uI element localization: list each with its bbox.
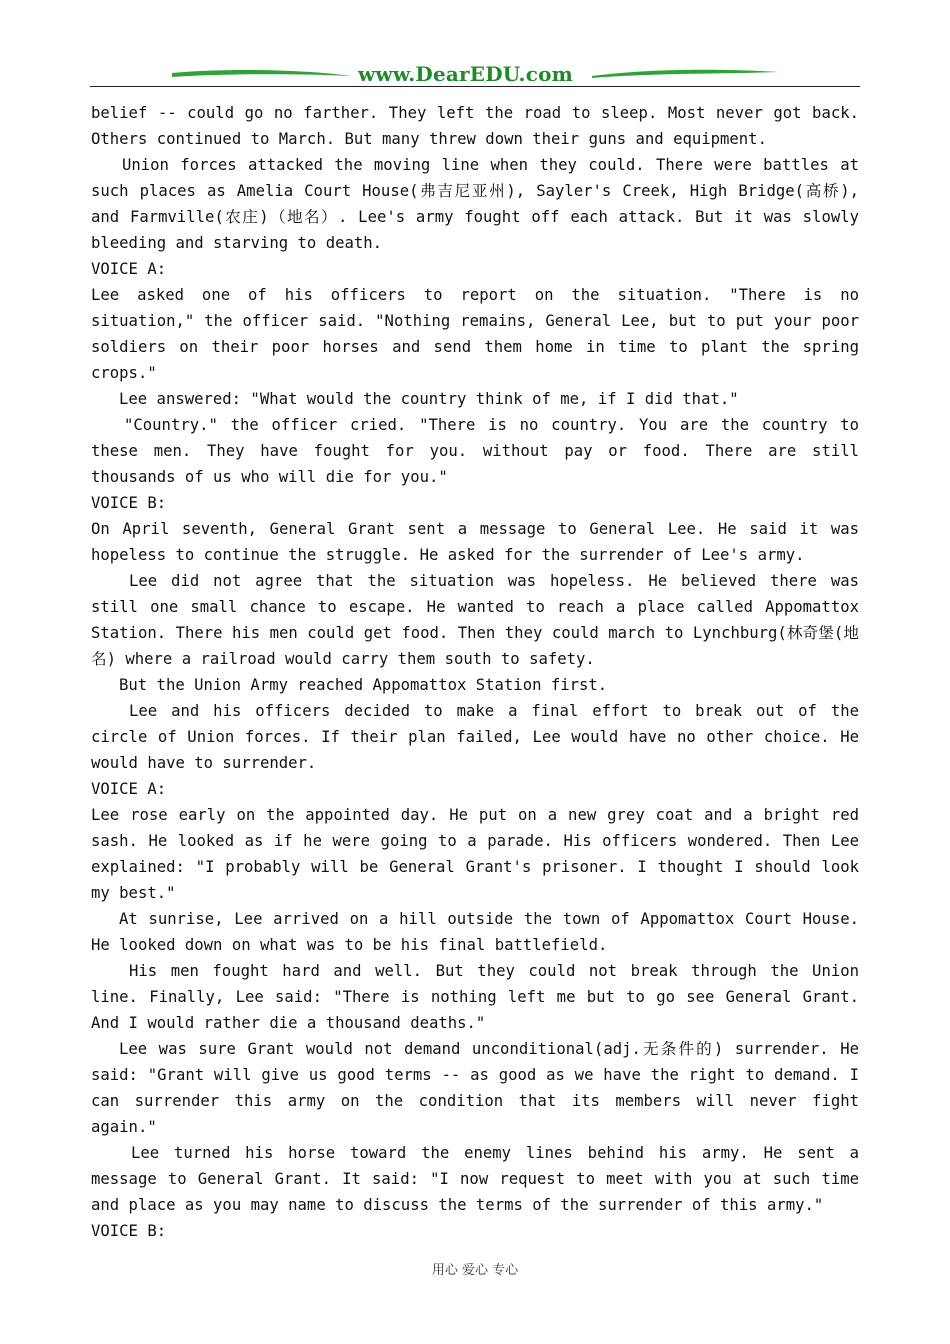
paragraph: On April seventh, General Grant sent a message to General Lee. He said it was hopeless to continue the struggle. He asked for the surrender of Lee's army. [91, 520, 859, 564]
page-header [90, 58, 860, 92]
left-swoosh-decoration [172, 68, 352, 78]
document-body [91, 100, 859, 1244]
paragraph: Lee asked one of his officers to report on the situation. "There is no situation," the officer said. "Nothing remains, General Lee, but to put your poor soldiers on their poor horses and send them home in time to plant the spring crops." [91, 286, 859, 382]
speaker-label: VOICE A: [91, 260, 167, 278]
paragraph: "Country." the officer cried. "There is no country. You are the country to these men. They have fought for you. without pay or food. There are still thousands of us who will die for you." [91, 416, 859, 486]
site-logo: www.DearEDU.com [358, 62, 574, 86]
paragraph: Union forces attacked the moving line when they could. There were battles at such places as Amelia Court House(弗吉尼亚州), Sayler's Creek, High Bridge(高桥), and Farmville(农庄)（地名）. Lee's army fought off each attack. But it was slowly bleeding and starving to death. [91, 156, 859, 252]
page-footer: 用心 爱心 专心 [431, 1263, 519, 1278]
speaker-label: VOICE A: [91, 780, 167, 798]
paragraph: Lee and his officers decided to make a final effort to break out of the circle of Union forces. If their plan failed, Lee would have no other choice. He would have to surrender. [91, 702, 859, 772]
paragraph: belief -- could go no farther. They left the road to sleep. Most never got back. Others continued to March. But many threw down their guns and equipment. [91, 104, 859, 148]
paragraph: At sunrise, Lee arrived on a hill outside the town of Appomattox Court House. He looked down on what was to be his final battlefield. [91, 910, 859, 954]
paragraph: Lee turned his horse toward the enemy lines behind his army. He sent a message to General Grant. It said: "I now request to meet with you at such time and place as you may name to discuss the terms of the surrender of this army." [91, 1144, 859, 1214]
right-swoosh-decoration [592, 68, 778, 78]
speaker-label: VOICE B: [91, 494, 167, 512]
paragraph: Lee answered: "What would the country think of me, if I did that." [119, 390, 739, 408]
paragraph: His men fought hard and well. But they could not break through the Union line. Finally, Lee said: "There is nothing left me but to go see General Grant. And I would rather die a thousand deaths." [91, 962, 859, 1032]
paragraph: But the Union Army reached Appomattox Station first. [119, 676, 608, 694]
paragraph: Lee rose early on the appointed day. He put on a new grey coat and a bright red sash. He looked as if he were going to a parade. His officers wondered. Then Lee explained: "I probably will be General Grant's prisoner. I thought I should look my best." [91, 806, 859, 902]
speaker-label: VOICE B: [91, 1222, 167, 1240]
paragraph: Lee was sure Grant would not demand unconditional(adj.无条件的) surrender. He said: "Grant will give us good terms -- as good as we have the right to demand. I can surrender this army on the condition that its members will never fight again." [91, 1040, 859, 1136]
paragraph: Lee did not agree that the situation was hopeless. He believed there was still one small chance to escape. He wanted to reach a place called Appomattox Station. There his men could get food. Then they could march to Lynchburg(林奇堡(地名) where a railroad would carry them south to safety. [91, 572, 859, 668]
header-rule [90, 86, 860, 87]
